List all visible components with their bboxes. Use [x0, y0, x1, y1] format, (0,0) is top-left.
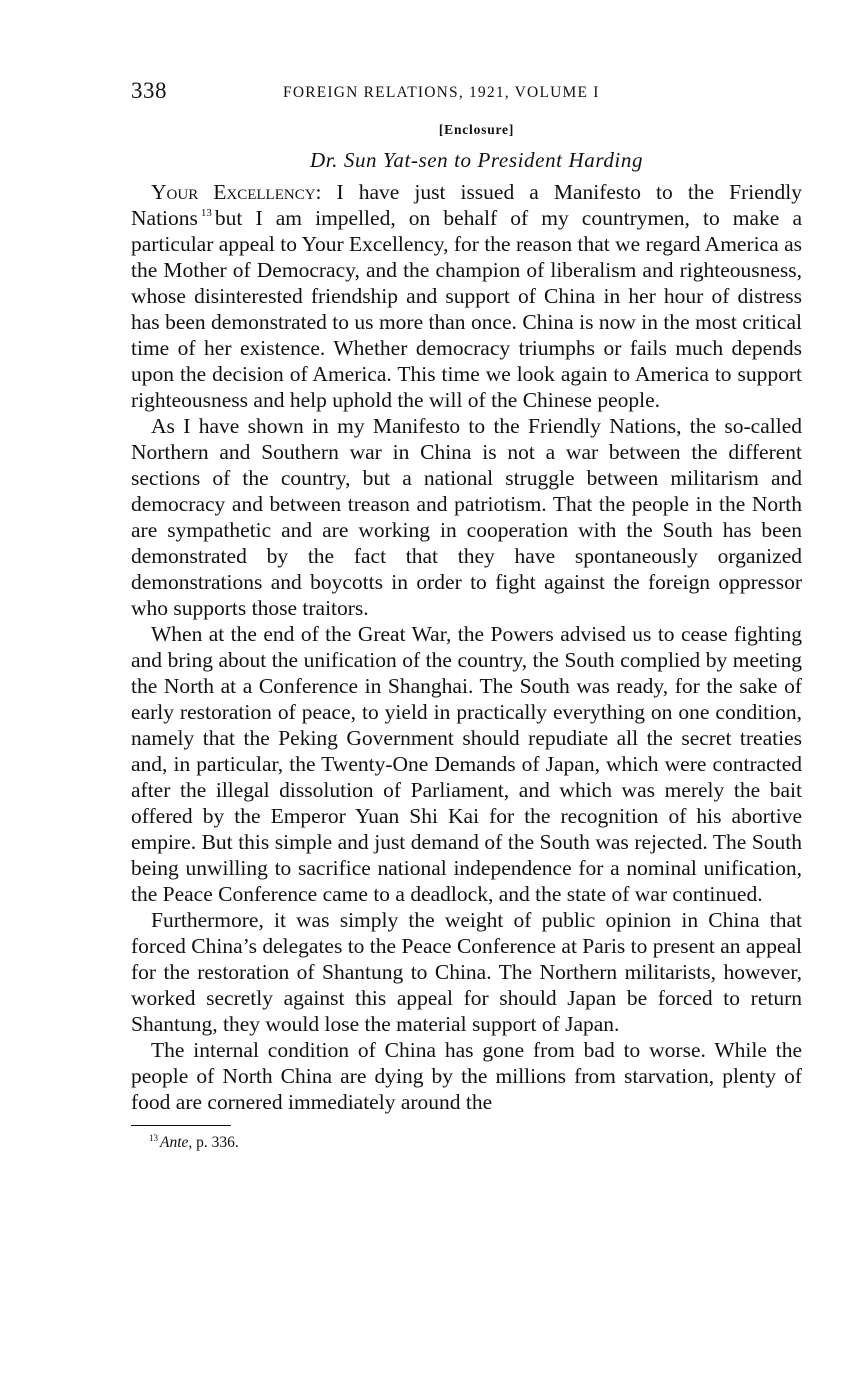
enclosure-label: [Enclosure] [438, 122, 515, 137]
paragraph-1-part-2: but I am impelled, on behalf of my countrymen, to make a particular appeal to Your Excellency, for the reason that we regard America as the Mother of Democracy, and the champion of liberalism and righteousness, whose disinterested friendship and support of China in her hour of distress has been demonstrated to us more than once. China is now in the most critical time of her existence. Whether democracy triumphs or fails much depends upon the decision of America. This time we look again to America to support righteousness and help uphold the will of the Chinese people. [131, 206, 802, 412]
paragraph-2: As I have shown in my Manifesto to the Friendly Nations, the so-called Northern and Southern war in China is not a war between the different sections of the country, but a national struggle between militarism and democracy and between treason and patriotism. That the people in the North are sympathetic and are working in cooperation with the South has been demonstrated by the fact that they have spontaneously organized demonstrations and boycotts in order to fight against the foreign oppressor who supports those traitors. [131, 414, 802, 620]
paragraph-3: When at the end of the Great War, the Powers advised us to cease fighting and bring about the unification of the country, the South complied by meeting the North at a Conference in Shanghai. The South was ready, for the sake of early restoration of peace, to yield in practically everything on one condition, namely that the Peking Government should repudiate all the secret treaties and, in particular, the Twenty-One Demands of Japan, which were contracted after the illegal dissolution of Parliament, and which was merely the bait offered by the Emperor Yuan Shi Kai for the recognition of his abortive empire. But this simple and just demand of the South was rejected. The South being unwilling to sacrifice national independence for a nominal unification, the Peace Conference came to a deadlock, and the state of war continued. [131, 622, 802, 906]
footnote-ref-text: Ante [160, 1134, 189, 1151]
salutation: Your Excellency [151, 180, 316, 204]
letter-body [131, 179, 802, 1115]
document-title: Dr. Sun Yat-sen to President Harding [309, 148, 644, 172]
paragraph-4: Furthermore, it was simply the weight of public opinion in China that forced China’s delegates to the Peace Conference at Paris to present an appeal for the restoration of Shantung to China. The Northern militarists, however, worked secretly against this appeal for should Japan be forced to return Shantung, they would lose the material support of Japan. [131, 908, 803, 1036]
footnote [131, 1134, 802, 1152]
footnote-reference: 13 [200, 207, 212, 219]
page-number: 338 [131, 78, 167, 103]
footnote-page-text: , p. 336. [188, 1134, 239, 1151]
paragraph-1 [131, 179, 802, 413]
paragraph-1-part-1: : I have just issued a Manifesto to the Friendly Nations [131, 180, 802, 230]
footnote-divider [131, 1125, 231, 1126]
document-page [131, 74, 802, 1152]
footnote-number: 13 [149, 1133, 158, 1143]
running-header [131, 74, 802, 108]
running-title: FOREIGN RELATIONS, 1921, VOLUME I [283, 84, 600, 101]
paragraph-5: The internal condition of China has gone from bad to worse. While the people of North China are dying by the millions from starvation, plenty of food are cornered immediately around the [131, 1038, 802, 1114]
